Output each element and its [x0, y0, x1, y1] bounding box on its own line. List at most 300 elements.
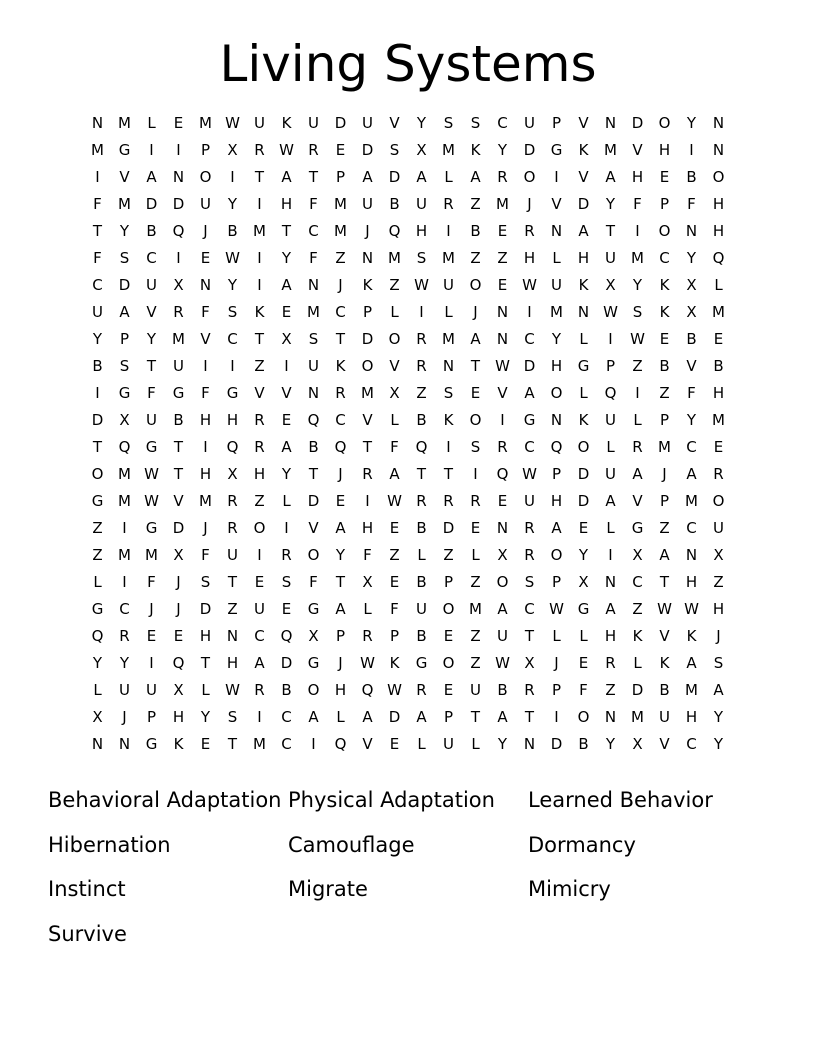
grid-letter: N [550, 222, 563, 240]
grid-letter: N [604, 114, 617, 132]
grid-letter: X [686, 303, 697, 321]
grid-letter: M [253, 735, 266, 753]
grid-letter: A [470, 330, 481, 348]
grid-letter: F [309, 573, 318, 591]
grid-letter: G [91, 492, 104, 510]
grid-letter: U [362, 195, 373, 213]
grid-letter: V [200, 330, 211, 348]
grid-letter: U [254, 600, 265, 618]
grid-letter: Q [172, 654, 185, 672]
grid-letter: V [281, 384, 292, 402]
grid-row [84, 407, 732, 434]
grid-letter: I [284, 519, 289, 537]
grid-letter: B [416, 411, 427, 429]
grid-letter: H [712, 222, 725, 240]
grid-letter: Y [713, 708, 724, 726]
grid-letter: T [254, 330, 265, 348]
grid-row [84, 596, 732, 623]
grid-letter: A [362, 168, 373, 186]
grid-letter: G [172, 384, 185, 402]
grid-letter: E [497, 492, 508, 510]
grid-row [84, 731, 732, 758]
grid-letter: V [362, 411, 373, 429]
grid-letter: M [604, 141, 617, 159]
grid-row [84, 137, 732, 164]
grid-letter: Y [281, 249, 292, 267]
grid-letter: T [362, 438, 373, 456]
grid-letter: T [416, 465, 427, 483]
grid-letter: D [307, 492, 320, 510]
grid-letter: R [416, 330, 427, 348]
grid-letter: I [122, 519, 127, 537]
grid-letter: L [444, 303, 453, 321]
grid-letter: W [225, 681, 240, 699]
grid-letter: B [92, 357, 103, 375]
grid-letter: N [496, 519, 509, 537]
grid-letter: B [686, 168, 697, 186]
grid-letter: I [203, 357, 208, 375]
grid-letter: N [118, 735, 131, 753]
grid-letter: E [443, 627, 454, 645]
grid-letter: S [470, 114, 481, 132]
grid-letter: U [173, 357, 184, 375]
word-list-item: Mimicry [528, 877, 611, 902]
grid-letter: L [471, 735, 480, 753]
grid-letter: S [281, 573, 292, 591]
grid-letter: U [551, 276, 562, 294]
grid-letter: M [685, 492, 698, 510]
grid-letter: E [173, 627, 184, 645]
grid-letter: R [524, 222, 535, 240]
grid-letter: P [659, 411, 670, 429]
grid-letter: W [225, 249, 240, 267]
grid-letter: W [522, 465, 537, 483]
grid-letter: J [122, 708, 127, 726]
grid-letter: I [95, 384, 100, 402]
grid-letter: C [308, 222, 319, 240]
grid-letter: E [281, 303, 292, 321]
grid-letter: I [257, 708, 262, 726]
grid-letter: Y [146, 330, 157, 348]
grid-letter: Z [605, 681, 616, 699]
grid-letter: U [146, 276, 157, 294]
grid-letter: W [684, 600, 699, 618]
grid-letter: G [523, 411, 536, 429]
grid-letter: M [361, 384, 374, 402]
grid-letter: U [308, 114, 319, 132]
grid-letter: C [335, 411, 346, 429]
grid-row [84, 245, 732, 272]
grid-letter: F [687, 384, 696, 402]
grid-letter: M [685, 681, 698, 699]
grid-letter: Z [659, 384, 670, 402]
grid-letter: N [361, 249, 374, 267]
grid-letter: O [496, 573, 509, 591]
grid-letter: J [716, 627, 721, 645]
grid-letter: M [334, 195, 347, 213]
grid-letter: P [659, 492, 670, 510]
grid-letter: G [226, 384, 239, 402]
grid-letter: A [551, 519, 562, 537]
grid-letter: E [659, 168, 670, 186]
grid-letter: C [281, 708, 292, 726]
grid-letter: M [145, 546, 158, 564]
grid-letter: U [362, 114, 373, 132]
grid-letter: D [172, 195, 185, 213]
grid-letter: O [307, 546, 320, 564]
grid-letter: K [389, 654, 400, 672]
grid-letter: R [524, 519, 535, 537]
grid-letter: D [91, 411, 104, 429]
grid-letter: T [659, 573, 670, 591]
grid-letter: L [282, 492, 291, 510]
grid-letter: X [497, 546, 508, 564]
grid-letter: O [577, 438, 590, 456]
grid-letter: T [227, 573, 238, 591]
grid-letter: W [225, 114, 240, 132]
grid-letter: R [362, 465, 373, 483]
grid-letter: S [416, 249, 427, 267]
grid-letter: P [551, 573, 562, 591]
grid-letter: O [658, 222, 671, 240]
grid-letter: C [686, 438, 697, 456]
grid-letter: Y [686, 249, 697, 267]
grid-letter: U [497, 627, 508, 645]
grid-letter: E [578, 654, 589, 672]
word-list-item: Instinct [48, 877, 126, 902]
grid-letter: G [577, 600, 590, 618]
grid-letter: N [496, 303, 509, 321]
grid-letter: Q [280, 627, 293, 645]
grid-letter: H [253, 465, 266, 483]
grid-letter: E [146, 627, 157, 645]
grid-letter: K [254, 303, 265, 321]
grid-letter: G [307, 654, 320, 672]
grid-letter: M [631, 708, 644, 726]
grid-letter: R [254, 411, 265, 429]
grid-letter: U [119, 681, 130, 699]
grid-letter: Q [334, 735, 347, 753]
grid-letter: T [281, 222, 292, 240]
grid-letter: H [685, 573, 698, 591]
grid-letter: K [578, 141, 589, 159]
grid-letter: O [253, 519, 266, 537]
grid-letter: L [147, 114, 156, 132]
grid-letter: Q [91, 627, 104, 645]
grid-letter: Z [632, 600, 643, 618]
grid-letter: I [176, 141, 181, 159]
grid-letter: D [577, 195, 590, 213]
grid-letter: I [446, 438, 451, 456]
grid-letter: V [497, 384, 508, 402]
grid-letter: T [92, 438, 103, 456]
grid-letter: C [281, 735, 292, 753]
grid-letter: R [119, 627, 130, 645]
grid-row [84, 677, 732, 704]
grid-letter: H [550, 492, 563, 510]
grid-letter: C [497, 114, 508, 132]
grid-letter: P [119, 330, 130, 348]
grid-letter: D [577, 492, 590, 510]
grid-letter: F [363, 546, 372, 564]
grid-letter: U [200, 195, 211, 213]
grid-letter: M [442, 330, 455, 348]
grid-letter: O [712, 492, 725, 510]
grid-letter: U [227, 546, 238, 564]
grid-letter: N [604, 573, 617, 591]
grid-letter: H [415, 222, 428, 240]
grid-letter: T [470, 708, 481, 726]
grid-letter: H [577, 249, 590, 267]
grid-letter: R [416, 681, 427, 699]
grid-letter: A [578, 222, 589, 240]
grid-letter: V [551, 195, 562, 213]
grid-letter: D [388, 708, 401, 726]
grid-letter: M [442, 249, 455, 267]
grid-letter: F [201, 303, 210, 321]
grid-letter: X [173, 681, 184, 699]
grid-letter: V [659, 627, 670, 645]
grid-letter: A [335, 600, 346, 618]
grid-letter: N [604, 708, 617, 726]
grid-letter: M [712, 303, 725, 321]
grid-letter: O [550, 546, 563, 564]
grid-letter: U [713, 519, 724, 537]
word-list-item: Learned Behavior [528, 788, 713, 812]
grid-row [84, 461, 732, 488]
grid-letter: C [254, 627, 265, 645]
grid-letter: Y [551, 330, 562, 348]
grid-letter: I [122, 573, 127, 591]
grid-letter: L [714, 276, 723, 294]
grid-letter: W [279, 141, 294, 159]
grid-row [84, 272, 732, 299]
grid-letter: O [523, 168, 536, 186]
grid-letter: X [281, 330, 292, 348]
grid-letter: Z [659, 519, 670, 537]
grid-letter: U [605, 411, 616, 429]
grid-letter: R [173, 303, 184, 321]
grid-letter: S [524, 573, 535, 591]
grid-letter: Q [307, 411, 320, 429]
grid-letter: H [172, 708, 185, 726]
grid-letter: F [93, 195, 102, 213]
grid-letter: T [335, 573, 346, 591]
grid-letter: T [524, 627, 535, 645]
grid-letter: I [230, 168, 235, 186]
grid-letter: W [414, 276, 429, 294]
grid-letter: M [199, 114, 212, 132]
grid-letter: M [469, 600, 482, 618]
grid-letter: E [713, 438, 724, 456]
grid-row [84, 623, 732, 650]
grid-letter: X [308, 627, 319, 645]
grid-letter: B [659, 357, 670, 375]
grid-letter: L [633, 411, 642, 429]
grid-letter: H [631, 168, 644, 186]
grid-letter: Z [470, 249, 481, 267]
grid-letter: I [554, 168, 559, 186]
grid-letter: G [145, 438, 158, 456]
grid-letter: R [443, 492, 454, 510]
word-list-item: Migrate [288, 877, 368, 902]
grid-letter: I [203, 438, 208, 456]
grid-letter: K [659, 276, 670, 294]
grid-letter: B [389, 195, 400, 213]
grid-letter: M [118, 492, 131, 510]
grid-letter: D [118, 276, 131, 294]
word-list-item: Camouflage [288, 832, 415, 857]
grid-letter: Z [92, 519, 103, 537]
grid-letter: F [579, 681, 588, 699]
grid-letter: B [146, 222, 157, 240]
grid-letter: D [388, 168, 401, 186]
grid-letter: C [524, 438, 535, 456]
grid-letter: A [254, 654, 265, 672]
grid-letter: H [199, 627, 212, 645]
grid-letter: N [712, 141, 725, 159]
grid-letter: F [201, 546, 210, 564]
grid-row [84, 353, 732, 380]
grid-letter: G [118, 384, 131, 402]
grid-letter: L [336, 708, 345, 726]
grid-row [84, 164, 732, 191]
grid-letter: L [390, 303, 399, 321]
grid-letter: J [338, 654, 343, 672]
grid-letter: N [91, 735, 104, 753]
grid-letter: P [551, 681, 562, 699]
letter-grid [84, 110, 732, 758]
grid-letter: N [172, 168, 185, 186]
grid-letter: X [227, 141, 238, 159]
grid-letter: T [605, 222, 616, 240]
grid-letter: Z [389, 546, 400, 564]
grid-letter: M [631, 249, 644, 267]
grid-letter: Y [227, 276, 238, 294]
grid-letter: U [605, 249, 616, 267]
grid-letter: R [497, 438, 508, 456]
grid-letter: T [524, 708, 535, 726]
grid-letter: Y [416, 114, 427, 132]
grid-letter: W [495, 357, 510, 375]
grid-letter: U [659, 708, 670, 726]
word-list-item: Survive [48, 922, 127, 947]
grid-letter: M [442, 141, 455, 159]
grid-letter: T [254, 168, 265, 186]
grid-letter: N [685, 222, 698, 240]
grid-letter: Y [119, 222, 130, 240]
grid-letter: W [387, 492, 402, 510]
grid-letter: R [227, 492, 238, 510]
grid-letter: M [496, 195, 509, 213]
grid-letter: V [362, 735, 373, 753]
grid-letter: I [635, 384, 640, 402]
grid-letter: H [685, 708, 698, 726]
grid-letter: G [415, 654, 428, 672]
grid-letter: U [416, 600, 427, 618]
grid-letter: E [173, 114, 184, 132]
grid-letter: M [307, 303, 320, 321]
grid-letter: Q [388, 222, 401, 240]
grid-letter: H [550, 357, 563, 375]
grid-row [84, 569, 732, 596]
grid-letter: F [687, 195, 696, 213]
grid-letter: Y [497, 735, 508, 753]
grid-letter: L [552, 249, 561, 267]
grid-letter: O [469, 276, 482, 294]
grid-letter: H [361, 519, 374, 537]
grid-letter: K [362, 276, 373, 294]
grid-letter: F [309, 249, 318, 267]
grid-letter: U [416, 195, 427, 213]
grid-letter: P [551, 465, 562, 483]
grid-letter: J [662, 465, 667, 483]
grid-letter: P [605, 357, 616, 375]
grid-letter: L [552, 627, 561, 645]
grid-letter: U [443, 735, 454, 753]
grid-letter: E [200, 249, 211, 267]
grid-letter: Z [497, 249, 508, 267]
grid-letter: R [632, 438, 643, 456]
grid-letter: A [470, 168, 481, 186]
grid-letter: Z [443, 546, 454, 564]
grid-letter: B [416, 573, 427, 591]
grid-letter: V [578, 114, 589, 132]
grid-letter: O [712, 168, 725, 186]
grid-letter: S [227, 303, 238, 321]
grid-letter: S [470, 438, 481, 456]
grid-letter: H [199, 411, 212, 429]
grid-letter: E [389, 573, 400, 591]
grid-letter: J [554, 654, 559, 672]
grid-letter: L [93, 573, 102, 591]
word-list-item: Physical Adaptation [288, 788, 495, 812]
grid-letter: L [579, 627, 588, 645]
grid-row [84, 515, 732, 542]
grid-letter: X [389, 384, 400, 402]
grid-letter: M [118, 546, 131, 564]
grid-letter: Z [254, 357, 265, 375]
grid-letter: M [712, 411, 725, 429]
grid-letter: N [496, 330, 509, 348]
grid-letter: Q [172, 222, 185, 240]
grid-letter: H [712, 195, 725, 213]
grid-letter: L [390, 411, 399, 429]
grid-letter: I [419, 303, 424, 321]
grid-letter: R [254, 438, 265, 456]
grid-letter: R [335, 384, 346, 402]
grid-letter: K [578, 411, 589, 429]
grid-letter: P [200, 141, 211, 159]
grid-letter: G [145, 735, 158, 753]
grid-letter: M [199, 492, 212, 510]
grid-letter: Q [118, 438, 131, 456]
grid-letter: X [632, 546, 643, 564]
grid-letter: H [523, 249, 536, 267]
grid-letter: G [145, 519, 158, 537]
grid-letter: M [550, 303, 563, 321]
grid-letter: D [523, 141, 536, 159]
grid-letter: P [335, 627, 346, 645]
grid-letter: H [712, 384, 725, 402]
grid-letter: U [443, 276, 454, 294]
grid-letter: Q [712, 249, 725, 267]
grid-letter: F [147, 384, 156, 402]
grid-letter: H [226, 654, 239, 672]
grid-letter: W [360, 654, 375, 672]
grid-letter: A [146, 168, 157, 186]
grid-letter: Z [335, 249, 346, 267]
